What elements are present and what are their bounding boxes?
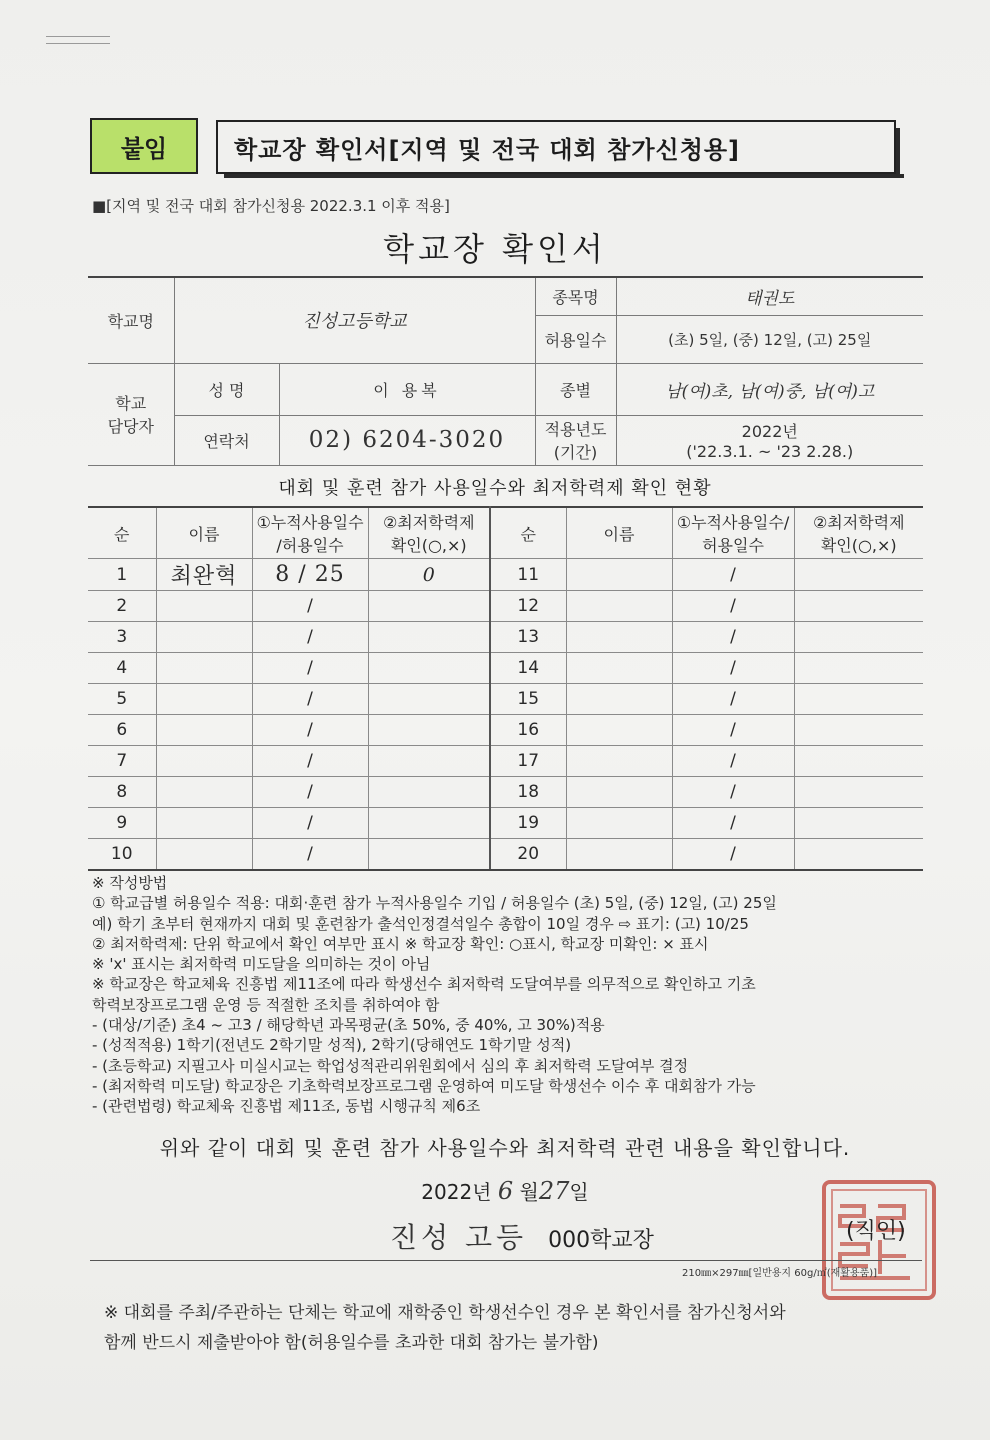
submission-note-line1: ※ 대회를 주최/주관하는 단체는 학교에 재학중인 학생선수인 경우 본 확인서를 참가신청서와 [104,1303,786,1323]
applicability-note: ■[지역 및 전국 대회 참가신청용 2022.3.1 이후 적용] [92,197,450,215]
table-row [88,715,923,746]
row-acad-right [794,715,923,746]
row-no-right: 18 [490,777,566,808]
row-days-right: / [672,715,794,746]
year-label-line1: 적용년도 [544,420,607,439]
row-days: / [252,591,368,622]
row-days: / [252,746,368,777]
confirmation-statement: 위와 같이 대회 및 훈련 참가 사용일수와 최저학력 관련 내용을 확인합니다. [159,1136,851,1160]
row-no: 7 [88,746,156,777]
school-name-label: 학교명 [88,277,174,363]
row-acad [368,839,490,871]
row-days: / [252,622,368,653]
row-name-right [566,653,672,684]
row-no-right: 13 [490,622,566,653]
header-acad [368,507,490,559]
table-row [88,653,923,684]
submission-note-line2: 함께 반드시 제출받아야 함(허용일수를 초과한 대회 참가는 불가함) [104,1333,599,1353]
instruction-line: - (최저학력 미도달) 학교장은 기초학력보장프로그램 운영하여 미도달 학생선수 이수 후 대회참가 가능 [92,1076,756,1095]
row-days-right: / [672,808,794,839]
row-days: / [252,808,368,839]
instructions [92,873,932,1117]
row-acad [368,684,490,715]
row-acad [368,653,490,684]
row-acad-right [794,653,923,684]
header-acad-line2: 확인(○,×) [390,536,467,555]
row-name: 최완혁 [156,559,252,591]
header-days-right-line2: 허용일수 [702,536,764,555]
header-name: 이름 [156,507,252,559]
contact-value: 02) 6204-3020 [279,415,535,465]
year-label [535,415,616,465]
row-acad-right [794,777,923,808]
allowed-days-value: (초) 5일, (중) 12일, (고) 25일 [616,315,923,363]
date-day-unit: 일 [569,1180,589,1204]
staff-label [88,363,174,465]
row-no-right: 14 [490,653,566,684]
row-no: 3 [88,622,156,653]
instruction-line: ※ 'x' 표시는 최저학력 미도달을 의미하는 것이 아님 [92,955,431,974]
row-acad [368,808,490,839]
name-label: 성 명 [174,363,279,415]
header-days-line2: /허용일수 [276,536,344,555]
date-day: 27 [538,1177,570,1205]
row-name [156,839,252,871]
row-acad-right [794,622,923,653]
roster-section-title: 대회 및 훈련 참가 사용일수와 최저학력제 확인 현황 [278,478,712,499]
row-acad [368,746,490,777]
signature-line [390,1216,654,1256]
header-acad-right-line1: ②최저학력제 [812,513,905,532]
staff-label-line2: 담당자 [107,417,154,436]
row-acad-right [794,808,923,839]
school-handwritten: 진성 고등 [390,1221,528,1254]
header-acad-line1: ②최저학력제 [382,513,475,532]
row-no-right: 17 [490,746,566,777]
row-name-right [566,746,672,777]
table-row [88,591,923,622]
row-name-right [566,715,672,746]
row-acad-right [794,746,923,777]
table-row [88,839,923,871]
row-name [156,684,252,715]
table-row [88,777,923,808]
school-name-value: 진성고등학교 [174,277,535,363]
form-title-text: 학교장 확인서[지역 및 전국 대회 참가신청용] [234,135,741,164]
row-days: / [252,777,368,808]
row-days: / [252,684,368,715]
row-days-right: / [672,622,794,653]
form-title [216,120,896,174]
row-days-right: / [672,777,794,808]
row-days-right: / [672,591,794,622]
date-month-unit: 월 [519,1180,539,1204]
row-no: 2 [88,591,156,622]
instruction-line: 예) 학기 초부터 현재까지 대회 및 훈련참가 출석인정결석일수 총합이 10일 경우 ⇨ 표기: (고) 10/25 [92,914,749,933]
gender-label: 종별 [535,363,616,415]
table-row [88,559,923,591]
row-no: 9 [88,808,156,839]
row-no-right: 16 [490,715,566,746]
row-days-right: / [672,746,794,777]
row-no: 8 [88,777,156,808]
row-acad-right [794,684,923,715]
staff-label-line1: 학교 [115,394,147,413]
row-days-right: / [672,839,794,871]
row-name-right [566,684,672,715]
row-name [156,653,252,684]
row-name-right [566,559,672,591]
row-name-right [566,777,672,808]
row-no: 1 [88,559,156,591]
principal-title: 000학교장 [548,1228,654,1253]
sport-value: 태권도 [616,277,923,315]
header-days [252,507,368,559]
page-title: 학교장 확인서 [383,230,607,268]
date-year: 2022년 [421,1180,492,1204]
row-name-right [566,808,672,839]
year-value-line2: ('22.3.1. ~ '23 2.28.) [686,442,854,461]
header-acad-right [794,507,923,559]
row-days-right: / [672,653,794,684]
table-row [88,746,923,777]
row-days: / [252,715,368,746]
row-no-right: 12 [490,591,566,622]
instruction-line: - (초등학교) 지필고사 미실시교는 학업성적관리위원회에서 심의 후 최저학력 도달여부 결정 [92,1056,689,1075]
header-days-right-line1: ①누적사용일수/ [676,513,790,532]
allowed-days-label: 허용일수 [535,315,616,363]
header-acad-right-line2: 확인(○,×) [820,536,897,555]
instruction-line: ② 최저학력제: 단위 학교에서 확인 여부만 표시 ※ 학교장 확인: ○표시, 학교장 미확인: × 표시 [92,934,709,953]
table-row [88,622,923,653]
row-no: 6 [88,715,156,746]
row-acad [368,715,490,746]
header-no-right: 순 [490,507,566,559]
seal-label: (직인) [846,1219,906,1244]
row-name [156,777,252,808]
year-label-line2: (기간) [553,443,598,462]
row-acad-right [794,591,923,622]
row-acad-right [794,839,923,871]
header-no: 순 [88,507,156,559]
row-no-right: 20 [490,839,566,871]
row-no-right: 19 [490,808,566,839]
row-name-right [566,622,672,653]
header-name-right: 이름 [566,507,672,559]
row-name-right [566,839,672,871]
row-acad [368,591,490,622]
row-days: / [252,653,368,684]
header-days-line1: ①누적사용일수 [256,513,364,532]
row-acad: 0 [368,559,490,591]
year-value-line1: 2022년 [741,422,798,441]
row-days: / [252,839,368,871]
row-no-right: 15 [490,684,566,715]
divider [90,1260,922,1261]
instruction-line: 학력보장프로그램 운영 등 적절한 조치를 취하여야 함 [92,995,440,1014]
row-no: 10 [88,839,156,871]
header-days-right [672,507,794,559]
instruction-line: ※ 학교장은 학교체육 진흥법 제11조에 따라 학생선수 최저학력 도달여부를 의무적으로 확인하고 기초 [92,975,756,994]
row-days-right: / [672,559,794,591]
staple-mark [46,36,110,44]
paper-spec: 210㎜×297㎜[일반용지 60g/㎡(재활용품)] [682,1268,878,1279]
row-days-right: / [672,684,794,715]
row-acad [368,777,490,808]
instruction-line: - (관련법령) 학교체육 진흥법 제11조, 동법 시행규칙 제6조 [92,1097,481,1116]
row-name [156,715,252,746]
row-name [156,808,252,839]
instruction-line: - (성적적용) 1학기(전년도 2학기말 성적), 2학기(당해연도 1학기말 성적) [92,1036,572,1055]
row-name [156,591,252,622]
row-acad-right [794,559,923,591]
year-value [616,415,923,465]
table-row [88,808,923,839]
row-acad [368,622,490,653]
row-no: 4 [88,653,156,684]
table-row [88,684,923,715]
instruction-line: ① 학교급별 허용일수 적용: 대회·훈련 참가 누적사용일수 기입 / 허용일수 (초) 5일, (중) 12일, (고) 25일 [92,894,777,913]
instruction-line: ※ 작성방법 [92,874,168,892]
row-no: 5 [88,684,156,715]
instruction-line: - (대상/기준) 초4 ~ 고3 / 해당학년 과목평균(초 50%, 중 40%, 고 30%)적용 [92,1016,605,1035]
row-name [156,622,252,653]
row-days: 8 / 25 [252,559,368,591]
submission-note [104,1298,924,1358]
gender-value: 남(여)초, 남(여)중, 남(여)고 [616,363,923,415]
date-month: 6 [497,1177,514,1205]
attachment-tag: 붙임 [90,118,198,174]
contact-label: 연락처 [174,415,279,465]
row-name [156,746,252,777]
row-name-right [566,591,672,622]
row-no-right: 11 [490,559,566,591]
sport-label: 종목명 [535,277,616,315]
roster-table [88,506,923,871]
info-table [88,276,923,466]
name-value: 이 용복 [279,363,535,415]
